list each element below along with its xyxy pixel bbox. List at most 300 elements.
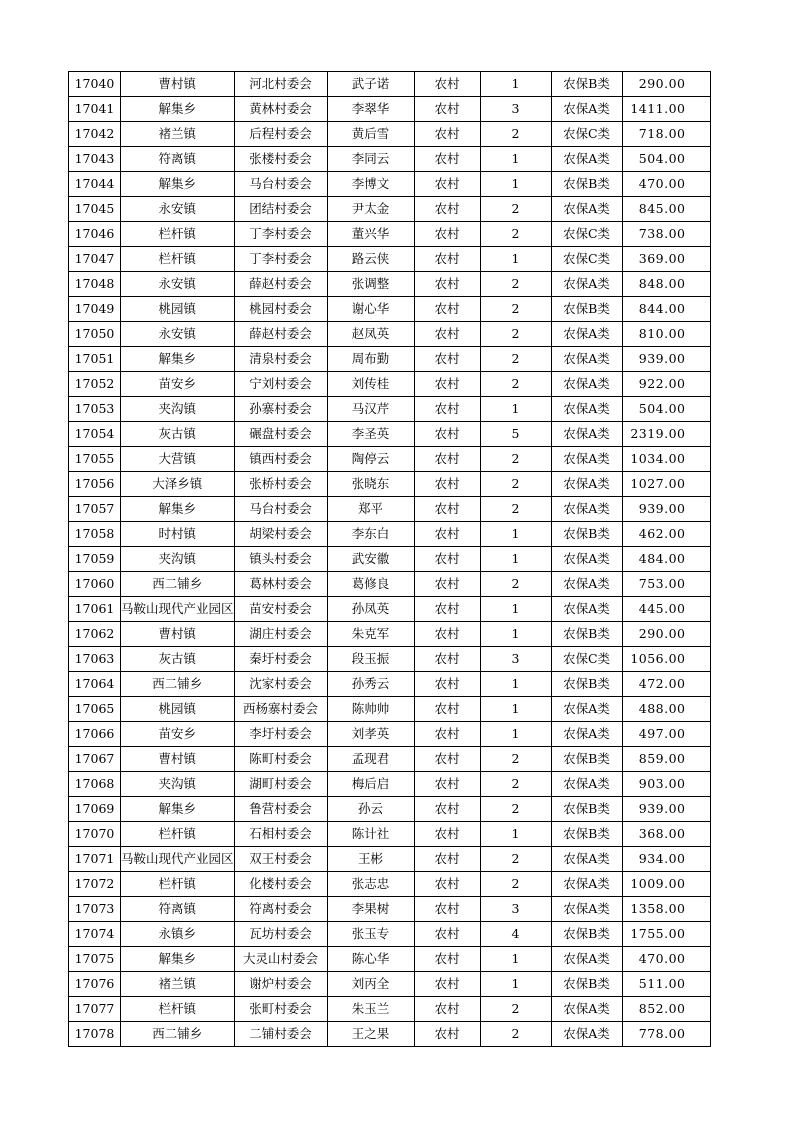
household-count-cell: 2	[480, 847, 551, 872]
insurance-category-cell: 农保C类	[551, 122, 622, 147]
record-id-cell: 17055	[69, 447, 121, 472]
town-cell: 永安镇	[121, 272, 235, 297]
household-count-cell: 3	[480, 97, 551, 122]
record-id-cell: 17078	[69, 1022, 121, 1047]
record-id-cell: 17056	[69, 472, 121, 497]
town-cell: 曹村镇	[121, 622, 235, 647]
town-cell: 曹村镇	[121, 72, 235, 97]
insurance-category-cell: 农保A类	[551, 272, 622, 297]
household-count-cell: 1	[480, 947, 551, 972]
village-cell: 镇西村委会	[234, 447, 327, 472]
village-cell: 团结村委会	[234, 197, 327, 222]
amount-cell: 2319.00	[622, 422, 710, 447]
area-type-cell: 农村	[414, 672, 480, 697]
area-type-cell: 农村	[414, 247, 480, 272]
name-cell: 刘传桂	[327, 372, 414, 397]
area-type-cell: 农村	[414, 297, 480, 322]
town-cell: 永安镇	[121, 197, 235, 222]
amount-cell: 1034.00	[622, 447, 710, 472]
household-count-cell: 2	[480, 772, 551, 797]
household-count-cell: 1	[480, 722, 551, 747]
name-cell: 张志忠	[327, 872, 414, 897]
amount-cell: 852.00	[622, 997, 710, 1022]
insurance-category-cell: 农保A类	[551, 322, 622, 347]
insurance-category-cell: 农保B类	[551, 747, 622, 772]
name-cell: 梅后启	[327, 772, 414, 797]
amount-cell: 1009.00	[622, 872, 710, 897]
table-row	[69, 222, 711, 247]
amount-cell: 368.00	[622, 822, 710, 847]
town-cell: 马鞍山现代产业园区	[121, 597, 235, 622]
village-cell: 沈家村委会	[234, 672, 327, 697]
town-cell: 苗安乡	[121, 372, 235, 397]
household-count-cell: 5	[480, 422, 551, 447]
name-cell: 郑平	[327, 497, 414, 522]
table-row	[69, 572, 711, 597]
household-count-cell: 1	[480, 672, 551, 697]
name-cell: 李圣英	[327, 422, 414, 447]
table-row	[69, 197, 711, 222]
village-cell: 宁刘村委会	[234, 372, 327, 397]
record-id-cell: 17047	[69, 247, 121, 272]
name-cell: 陈帅帅	[327, 697, 414, 722]
records-table	[68, 71, 711, 1047]
amount-cell: 290.00	[622, 622, 710, 647]
table-row	[69, 347, 711, 372]
village-cell: 双王村委会	[234, 847, 327, 872]
town-cell: 大泽乡镇	[121, 472, 235, 497]
town-cell: 褚兰镇	[121, 122, 235, 147]
amount-cell: 939.00	[622, 497, 710, 522]
amount-cell: 290.00	[622, 72, 710, 97]
name-cell: 刘孝英	[327, 722, 414, 747]
household-count-cell: 1	[480, 822, 551, 847]
table-row	[69, 947, 711, 972]
village-cell: 湖町村委会	[234, 772, 327, 797]
village-cell: 清泉村委会	[234, 347, 327, 372]
town-cell: 符离镇	[121, 897, 235, 922]
town-cell: 解集乡	[121, 947, 235, 972]
area-type-cell: 农村	[414, 597, 480, 622]
town-cell: 永镇乡	[121, 922, 235, 947]
record-id-cell: 17074	[69, 922, 121, 947]
amount-cell: 472.00	[622, 672, 710, 697]
household-count-cell: 2	[480, 122, 551, 147]
insurance-category-cell: 农保A类	[551, 422, 622, 447]
town-cell: 永安镇	[121, 322, 235, 347]
record-id-cell: 17063	[69, 647, 121, 672]
name-cell: 李翠华	[327, 97, 414, 122]
record-id-cell: 17058	[69, 522, 121, 547]
town-cell: 马鞍山现代产业园区	[121, 847, 235, 872]
record-id-cell: 17044	[69, 172, 121, 197]
table-row	[69, 997, 711, 1022]
table-row	[69, 922, 711, 947]
table-row	[69, 1022, 711, 1047]
table-row	[69, 897, 711, 922]
table-row	[69, 622, 711, 647]
record-id-cell: 17071	[69, 847, 121, 872]
town-cell: 夹沟镇	[121, 547, 235, 572]
insurance-category-cell: 农保B类	[551, 297, 622, 322]
name-cell: 赵凤英	[327, 322, 414, 347]
town-cell: 栏杆镇	[121, 997, 235, 1022]
household-count-cell: 1	[480, 147, 551, 172]
amount-cell: 484.00	[622, 547, 710, 572]
area-type-cell: 农村	[414, 772, 480, 797]
name-cell: 李同云	[327, 147, 414, 172]
insurance-category-cell: 农保A类	[551, 722, 622, 747]
town-cell: 栏杆镇	[121, 822, 235, 847]
household-count-cell: 1	[480, 622, 551, 647]
village-cell: 陈町村委会	[234, 747, 327, 772]
name-cell: 陶停云	[327, 447, 414, 472]
village-cell: 石相村委会	[234, 822, 327, 847]
insurance-category-cell: 农保A类	[551, 847, 622, 872]
amount-cell: 504.00	[622, 147, 710, 172]
record-id-cell: 17065	[69, 697, 121, 722]
insurance-category-cell: 农保A类	[551, 872, 622, 897]
household-count-cell: 2	[480, 1022, 551, 1047]
record-id-cell: 17076	[69, 972, 121, 997]
name-cell: 路云侠	[327, 247, 414, 272]
village-cell: 丁李村委会	[234, 247, 327, 272]
amount-cell: 848.00	[622, 272, 710, 297]
name-cell: 刘丙全	[327, 972, 414, 997]
amount-cell: 462.00	[622, 522, 710, 547]
record-id-cell: 17064	[69, 672, 121, 697]
town-cell: 桃园镇	[121, 697, 235, 722]
amount-cell: 753.00	[622, 572, 710, 597]
insurance-category-cell: 农保A类	[551, 1022, 622, 1047]
insurance-category-cell: 农保B类	[551, 172, 622, 197]
insurance-category-cell: 农保A类	[551, 197, 622, 222]
town-cell: 解集乡	[121, 797, 235, 822]
village-cell: 薛赵村委会	[234, 322, 327, 347]
name-cell: 段玉振	[327, 647, 414, 672]
record-id-cell: 17041	[69, 97, 121, 122]
record-id-cell: 17046	[69, 222, 121, 247]
amount-cell: 845.00	[622, 197, 710, 222]
village-cell: 薛赵村委会	[234, 272, 327, 297]
amount-cell: 511.00	[622, 972, 710, 997]
name-cell: 谢心华	[327, 297, 414, 322]
insurance-category-cell: 农保A类	[551, 547, 622, 572]
amount-cell: 1358.00	[622, 897, 710, 922]
village-cell: 湖庄村委会	[234, 622, 327, 647]
amount-cell: 939.00	[622, 797, 710, 822]
household-count-cell: 2	[480, 322, 551, 347]
insurance-category-cell: 农保A类	[551, 497, 622, 522]
insurance-category-cell: 农保A类	[551, 597, 622, 622]
household-count-cell: 2	[480, 222, 551, 247]
village-cell: 黄林村委会	[234, 97, 327, 122]
amount-cell: 778.00	[622, 1022, 710, 1047]
household-count-cell: 2	[480, 272, 551, 297]
village-cell: 西杨寨村委会	[234, 697, 327, 722]
area-type-cell: 农村	[414, 347, 480, 372]
amount-cell: 1027.00	[622, 472, 710, 497]
name-cell: 马汉芹	[327, 397, 414, 422]
village-cell: 谢炉村委会	[234, 972, 327, 997]
village-cell: 秦圩村委会	[234, 647, 327, 672]
name-cell: 董兴华	[327, 222, 414, 247]
household-count-cell: 2	[480, 347, 551, 372]
town-cell: 曹村镇	[121, 747, 235, 772]
table-row	[69, 872, 711, 897]
name-cell: 朱克军	[327, 622, 414, 647]
household-count-cell: 1	[480, 397, 551, 422]
household-count-cell: 1	[480, 247, 551, 272]
table-body	[69, 72, 711, 1047]
household-count-cell: 2	[480, 872, 551, 897]
amount-cell: 470.00	[622, 172, 710, 197]
area-type-cell: 农村	[414, 722, 480, 747]
insurance-category-cell: 农保A类	[551, 772, 622, 797]
record-id-cell: 17054	[69, 422, 121, 447]
table-row	[69, 722, 711, 747]
record-id-cell: 17045	[69, 197, 121, 222]
record-id-cell: 17040	[69, 72, 121, 97]
household-count-cell: 4	[480, 922, 551, 947]
table-row	[69, 647, 711, 672]
amount-cell: 369.00	[622, 247, 710, 272]
household-count-cell: 2	[480, 797, 551, 822]
insurance-category-cell: 农保B类	[551, 622, 622, 647]
insurance-category-cell: 农保A类	[551, 397, 622, 422]
household-count-cell: 2	[480, 372, 551, 397]
record-id-cell: 17061	[69, 597, 121, 622]
table-row	[69, 397, 711, 422]
area-type-cell: 农村	[414, 922, 480, 947]
record-id-cell: 17077	[69, 997, 121, 1022]
town-cell: 栏杆镇	[121, 222, 235, 247]
village-cell: 李圩村委会	[234, 722, 327, 747]
area-type-cell: 农村	[414, 872, 480, 897]
record-id-cell: 17051	[69, 347, 121, 372]
amount-cell: 445.00	[622, 597, 710, 622]
town-cell: 时村镇	[121, 522, 235, 547]
name-cell: 孟现君	[327, 747, 414, 772]
name-cell: 李果树	[327, 897, 414, 922]
name-cell: 李东白	[327, 522, 414, 547]
town-cell: 解集乡	[121, 497, 235, 522]
insurance-category-cell: 农保B类	[551, 797, 622, 822]
table-row	[69, 97, 711, 122]
amount-cell: 903.00	[622, 772, 710, 797]
household-count-cell: 2	[480, 297, 551, 322]
insurance-category-cell: 农保B类	[551, 522, 622, 547]
area-type-cell: 农村	[414, 472, 480, 497]
village-cell: 丁李村委会	[234, 222, 327, 247]
insurance-category-cell: 农保A类	[551, 472, 622, 497]
village-cell: 河北村委会	[234, 72, 327, 97]
table-row	[69, 597, 711, 622]
table-row	[69, 972, 711, 997]
area-type-cell: 农村	[414, 447, 480, 472]
household-count-cell: 3	[480, 647, 551, 672]
table-row	[69, 747, 711, 772]
amount-cell: 1755.00	[622, 922, 710, 947]
amount-cell: 844.00	[622, 297, 710, 322]
village-cell: 二铺村委会	[234, 1022, 327, 1047]
household-count-cell: 2	[480, 497, 551, 522]
insurance-category-cell: 农保A类	[551, 947, 622, 972]
area-type-cell: 农村	[414, 372, 480, 397]
area-type-cell: 农村	[414, 222, 480, 247]
household-count-cell: 1	[480, 547, 551, 572]
household-count-cell: 1	[480, 597, 551, 622]
name-cell: 陈计社	[327, 822, 414, 847]
insurance-category-cell: 农保A类	[551, 572, 622, 597]
village-cell: 镇头村委会	[234, 547, 327, 572]
record-id-cell: 17042	[69, 122, 121, 147]
village-cell: 鲁营村委会	[234, 797, 327, 822]
name-cell: 朱玉兰	[327, 997, 414, 1022]
town-cell: 符离镇	[121, 147, 235, 172]
name-cell: 孙秀云	[327, 672, 414, 697]
area-type-cell: 农村	[414, 322, 480, 347]
town-cell: 解集乡	[121, 172, 235, 197]
name-cell: 王之果	[327, 1022, 414, 1047]
insurance-category-cell: 农保B类	[551, 672, 622, 697]
table-row	[69, 547, 711, 572]
insurance-category-cell: 农保A类	[551, 147, 622, 172]
town-cell: 褚兰镇	[121, 972, 235, 997]
insurance-category-cell: 农保A类	[551, 372, 622, 397]
record-id-cell: 17050	[69, 322, 121, 347]
insurance-category-cell: 农保A类	[551, 97, 622, 122]
insurance-category-cell: 农保A类	[551, 997, 622, 1022]
household-count-cell: 2	[480, 447, 551, 472]
table-row	[69, 697, 711, 722]
area-type-cell: 农村	[414, 422, 480, 447]
record-id-cell: 17073	[69, 897, 121, 922]
name-cell: 武安徽	[327, 547, 414, 572]
area-type-cell: 农村	[414, 72, 480, 97]
record-id-cell: 17049	[69, 297, 121, 322]
table-row	[69, 122, 711, 147]
area-type-cell: 农村	[414, 147, 480, 172]
table-row	[69, 422, 711, 447]
area-type-cell: 农村	[414, 397, 480, 422]
table-row	[69, 172, 711, 197]
area-type-cell: 农村	[414, 172, 480, 197]
household-count-cell: 2	[480, 997, 551, 1022]
village-cell: 葛林村委会	[234, 572, 327, 597]
record-id-cell: 17066	[69, 722, 121, 747]
insurance-category-cell: 农保C类	[551, 647, 622, 672]
village-cell: 张桥村委会	[234, 472, 327, 497]
village-cell: 胡梁村委会	[234, 522, 327, 547]
table-row	[69, 672, 711, 697]
amount-cell: 504.00	[622, 397, 710, 422]
insurance-category-cell: 农保B类	[551, 922, 622, 947]
town-cell: 灰古镇	[121, 422, 235, 447]
town-cell: 桃园镇	[121, 297, 235, 322]
household-count-cell: 2	[480, 572, 551, 597]
name-cell: 尹太金	[327, 197, 414, 222]
table-row	[69, 772, 711, 797]
table-row	[69, 797, 711, 822]
village-cell: 大灵山村委会	[234, 947, 327, 972]
table-row	[69, 822, 711, 847]
table-row	[69, 472, 711, 497]
name-cell: 陈心华	[327, 947, 414, 972]
area-type-cell: 农村	[414, 622, 480, 647]
town-cell: 西二铺乡	[121, 1022, 235, 1047]
table-row	[69, 372, 711, 397]
table-row	[69, 297, 711, 322]
record-id-cell: 17075	[69, 947, 121, 972]
household-count-cell: 2	[480, 472, 551, 497]
name-cell: 张调整	[327, 272, 414, 297]
record-id-cell: 17048	[69, 272, 121, 297]
amount-cell: 810.00	[622, 322, 710, 347]
amount-cell: 939.00	[622, 347, 710, 372]
village-cell: 马台村委会	[234, 172, 327, 197]
village-cell: 张町村委会	[234, 997, 327, 1022]
household-count-cell: 1	[480, 522, 551, 547]
town-cell: 夹沟镇	[121, 397, 235, 422]
name-cell: 孙凤英	[327, 597, 414, 622]
village-cell: 化楼村委会	[234, 872, 327, 897]
name-cell: 葛修良	[327, 572, 414, 597]
name-cell: 张晓东	[327, 472, 414, 497]
name-cell: 周布勤	[327, 347, 414, 372]
household-count-cell: 2	[480, 747, 551, 772]
village-cell: 桃园村委会	[234, 297, 327, 322]
area-type-cell: 农村	[414, 497, 480, 522]
town-cell: 解集乡	[121, 97, 235, 122]
amount-cell: 470.00	[622, 947, 710, 972]
town-cell: 栏杆镇	[121, 247, 235, 272]
area-type-cell: 农村	[414, 97, 480, 122]
table-row	[69, 272, 711, 297]
town-cell: 西二铺乡	[121, 672, 235, 697]
town-cell: 苗安乡	[121, 722, 235, 747]
village-cell: 张楼村委会	[234, 147, 327, 172]
village-cell: 孙寨村委会	[234, 397, 327, 422]
amount-cell: 859.00	[622, 747, 710, 772]
town-cell: 栏杆镇	[121, 872, 235, 897]
household-count-cell: 1	[480, 697, 551, 722]
record-id-cell: 17060	[69, 572, 121, 597]
table-row	[69, 847, 711, 872]
table-row	[69, 72, 711, 97]
town-cell: 夹沟镇	[121, 772, 235, 797]
area-type-cell: 农村	[414, 947, 480, 972]
area-type-cell: 农村	[414, 822, 480, 847]
village-cell: 后程村委会	[234, 122, 327, 147]
area-type-cell: 农村	[414, 997, 480, 1022]
area-type-cell: 农村	[414, 747, 480, 772]
record-id-cell: 17070	[69, 822, 121, 847]
table-row	[69, 147, 711, 172]
insurance-category-cell: 农保A类	[551, 897, 622, 922]
area-type-cell: 农村	[414, 897, 480, 922]
record-id-cell: 17053	[69, 397, 121, 422]
name-cell: 张玉专	[327, 922, 414, 947]
record-id-cell: 17052	[69, 372, 121, 397]
amount-cell: 1056.00	[622, 647, 710, 672]
household-count-cell: 3	[480, 897, 551, 922]
table-row	[69, 322, 711, 347]
household-count-cell: 1	[480, 72, 551, 97]
insurance-category-cell: 农保B类	[551, 72, 622, 97]
household-count-cell: 2	[480, 197, 551, 222]
record-id-cell: 17057	[69, 497, 121, 522]
